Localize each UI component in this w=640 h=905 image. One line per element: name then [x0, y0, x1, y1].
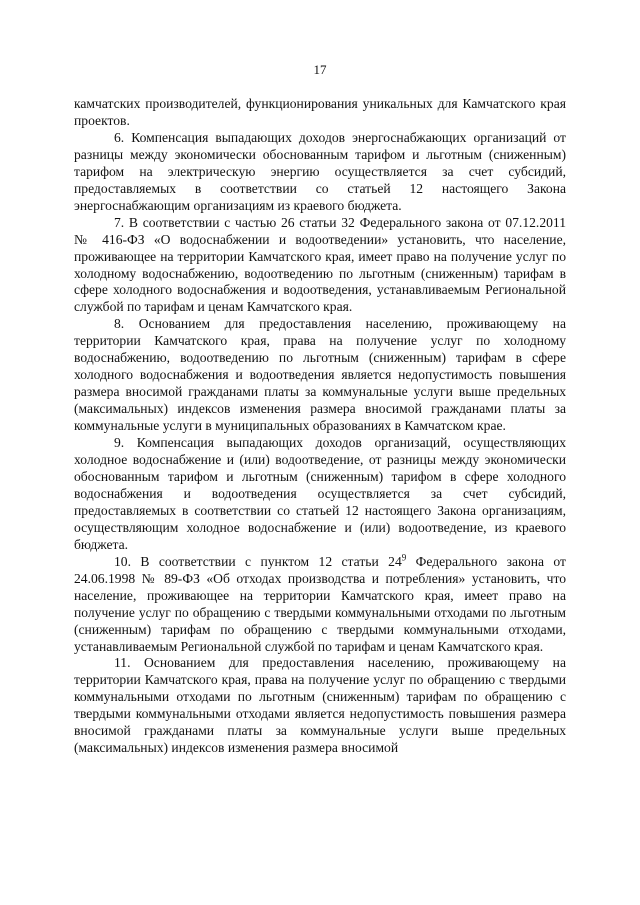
paragraph-11: 11. Основанием для предоставления населению, проживающему на территории Камчатского края, права на получение услуг по обращению с твердыми коммунальными отходами по льготным (сниженным) тарифам по обращению с твердыми коммунальными отходами является недопустимость повышения размера вносимой гражданами платы за коммунальные услуги выше предельных (максимальных) индексов изменения размера вносимой [74, 655, 566, 756]
paragraph-10-text-end: Федерального закона от 24.06.1998 № 89-ФЗ «Об отходах производства и потребления» установить, что население, проживающее на территории Камчатского края, имеет право на получение услуг по обращению с твердыми коммунальными отходами по льготным (сниженным) тарифам по обращению с твердыми коммунальными отходами, устанавливаемым Региональной службой по тарифам и ценам Камчатского края. [74, 553, 566, 654]
paragraph-7: 7. В соответствии с частью 26 статьи 32 Федерального закона от 07.12.2011 № 416-ФЗ «О водоснабжении и водоотведении» установить, что население, проживающее на территории Камчатского края, имеет право на получение услуг по холодному водоснабжению, водоотведению по льготным (сниженным) тарифам в сфере холодного водоснабжения и водоотведения, устанавливаемым Региональной службой по тарифам и ценам Камчатского края. [74, 214, 566, 315]
paragraph-continuation: камчатских производителей, функционирования уникальных для Камчатского края проектов. [74, 96, 566, 128]
paragraph-10 [74, 554, 566, 656]
paragraph-8: 8. Основанием для предоставления населению, проживающему на территории Камчатского края, права на получение услуг по холодному водоснабжению, водоотведению по льготным (сниженным) тарифам в сфере холодного водоснабжения и водоотведения является недопустимость повышения размера вносимой гражданами платы за коммунальные услуги выше предельных (максимальных) индексов изменения размера вносимой гражданами платы за коммунальные услуги в муниципальных образованиях в Камчатском крае. [74, 316, 566, 434]
paragraph-10-text-start: 10. В соответствии с пунктом 12 статьи 24 [114, 553, 402, 569]
document-body [74, 96, 566, 757]
paragraph-9: 9. Компенсация выпадающих доходов организаций, осуществляющих холодное водоснабжение и (или) водоотведение, от разницы между экономически обоснованным тарифом и льготным (сниженным) тарифом в сфере холодного водоснабжения и водоотведения осуществляется за счет субсидий, предоставляемых в соответствии со статьей 12 настоящего Закона организациям, осуществляющим холодное водоснабжение и (или) водоотведение, из краевого бюджета. [74, 435, 566, 552]
paragraph-6: 6. Компенсация выпадающих доходов энергоснабжающих организаций от разницы между экономически обоснованным тарифом и льготным (сниженным) тарифом на электрическую энергию осуществляется за счет субсидий, предоставляемых в соответствии со статьей 12 настоящего Закона энергоснабжающим организациям из краевого бюджета. [74, 129, 566, 213]
article-superscript: 9 [401, 552, 407, 563]
page-number: 17 [313, 62, 327, 77]
